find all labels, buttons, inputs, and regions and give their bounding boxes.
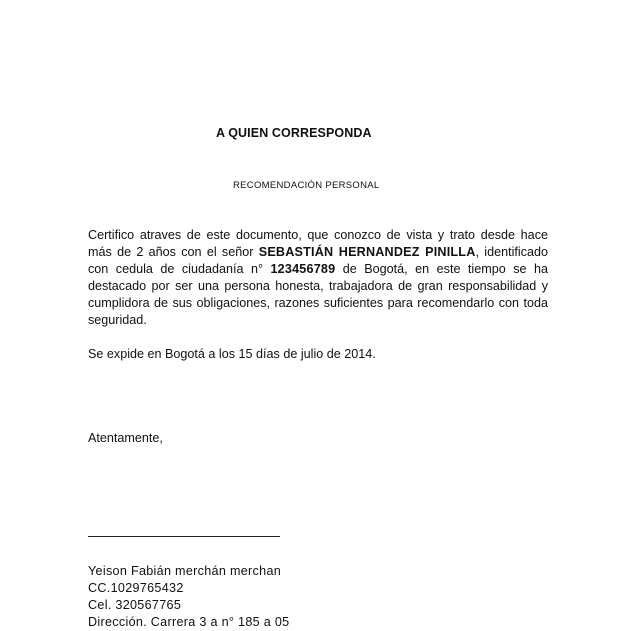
body-text-part3: de Bogotá, en este tiempo se ha destacado por ser una persona honesta, trabajadora de gran responsabilidad y cumplidora de sus obligaciones, razones suficientes para recomendarlo con toda seguridad. [88,262,548,327]
signature-block [88,563,289,631]
signer-phone: Cel. 320567765 [88,598,182,612]
body-text-part2: , identificado con cedula de ciudadanía n° [88,245,548,276]
issued-statement: Se expide en Bogotá a los 15 días de julio de 2014. [88,347,376,361]
signer-name: Yeison Fabián merchán merchan [88,564,282,578]
signature-line [88,536,280,537]
letter-title: A QUIEN CORRESPONDA [216,126,372,140]
letter-subtitle: RECOMENDACIÓN PERSONAL [233,180,380,191]
closing-salutation: Atentamente, [88,431,163,445]
body-paragraph [88,227,548,329]
recommended-person-name: SEBASTIÁN HERNANDEZ PINILLA [258,245,476,259]
signer-cc: CC.1029765432 [88,581,184,595]
body-text-part1: Certifico atraves de este documento, que conozco de vista y trato desde hace más de 2 años con el señor [88,228,548,259]
signer-address: Dirección. Carrera 3 a n° 185 a 05 [88,615,290,629]
id-number: 123456789 [270,262,336,276]
